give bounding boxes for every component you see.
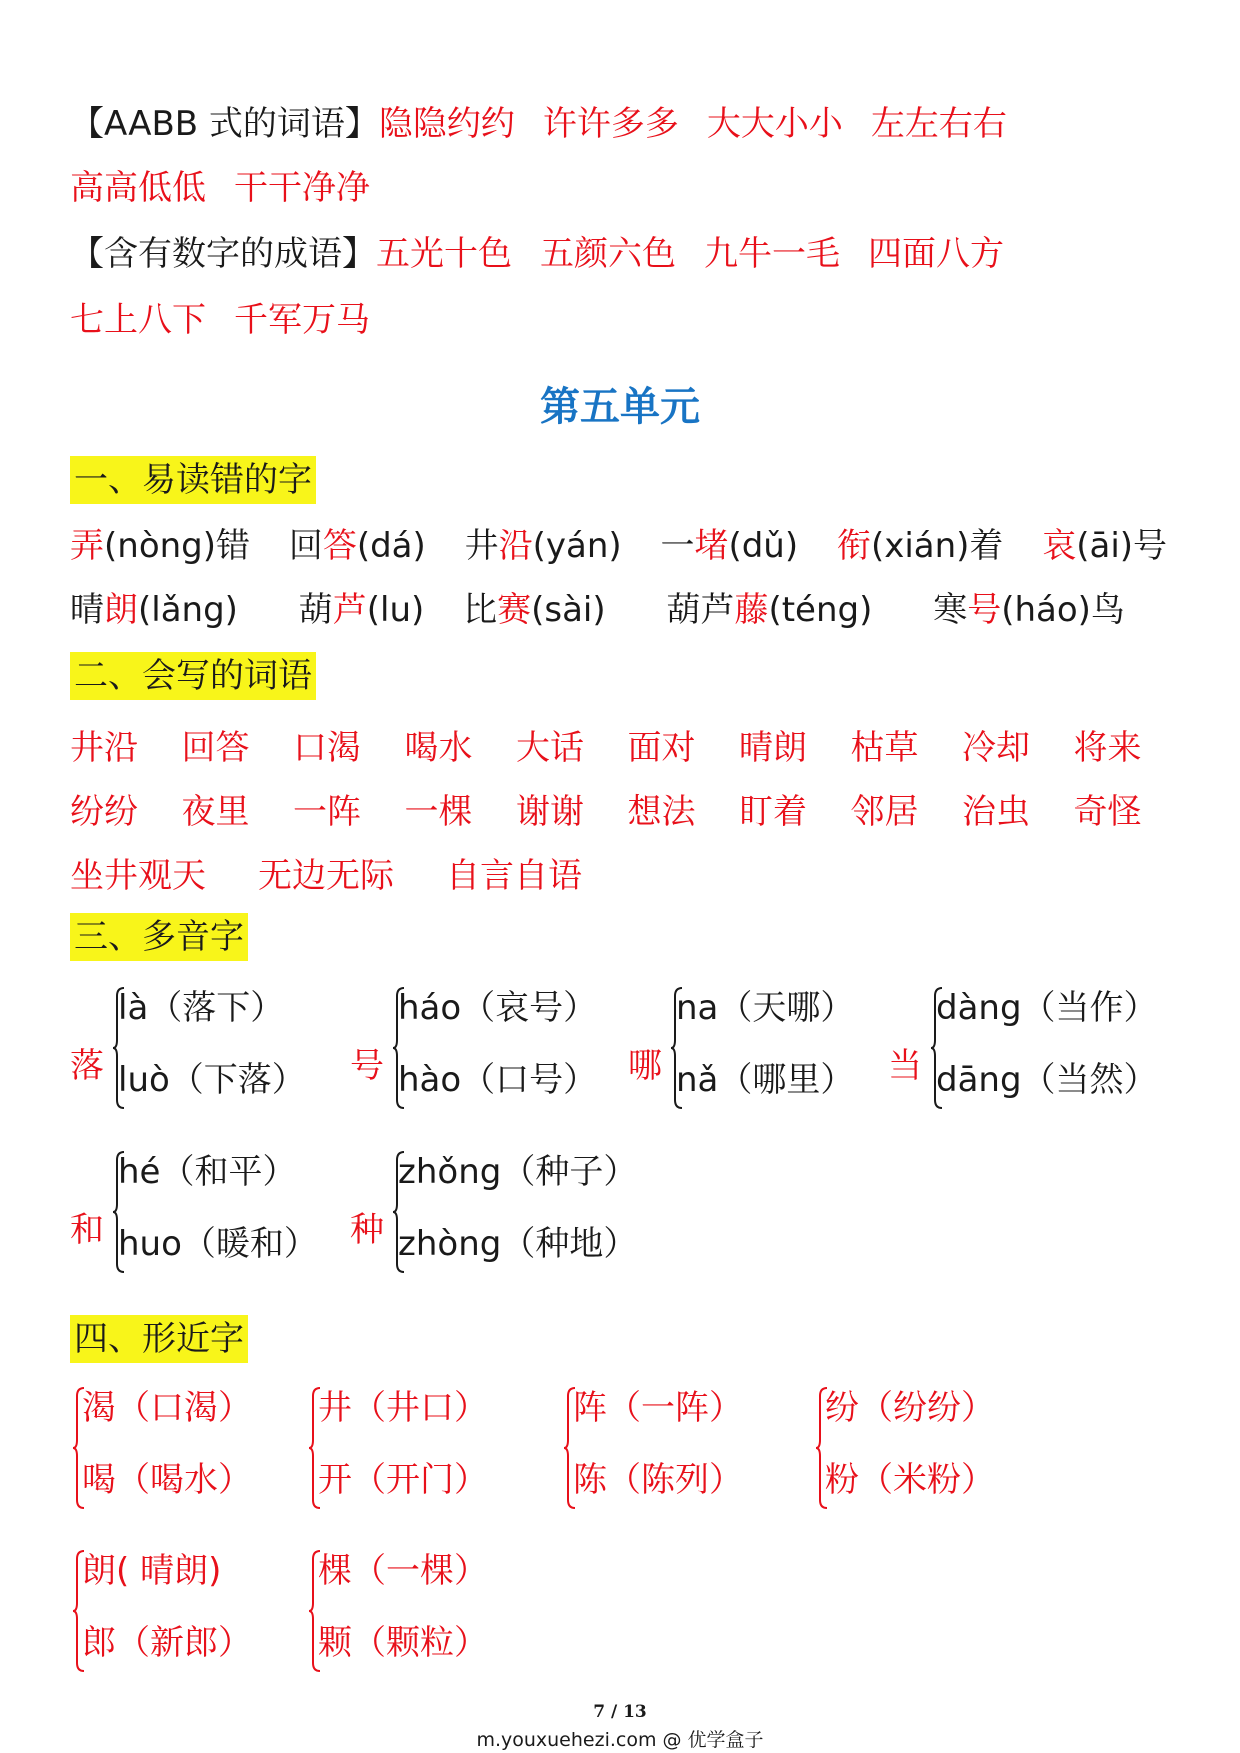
aabb-line-1 <box>70 102 1035 146</box>
aabb-word: 高高低低 <box>70 168 206 208</box>
polyphone-reading: dāng（当然） <box>936 1060 1158 1100</box>
aabb-label: 【AABB 式的词语】 <box>70 104 379 144</box>
write-word: 晴朗 <box>739 728 807 768</box>
similar-item: 朗( 晴朗) <box>82 1551 222 1591</box>
page-number: 7 / 13 <box>593 1702 647 1722</box>
number-label: 【含有数字的成语】 <box>70 234 376 274</box>
misread-item: 井沿(yán) <box>464 526 622 566</box>
similar-item: 开（开门） <box>318 1460 488 1500</box>
write-word: 枯草 <box>850 728 919 768</box>
aabb-word: 许许多多 <box>542 104 679 144</box>
write-word: 井沿 <box>70 728 138 768</box>
number-word: 四面八方 <box>868 234 1004 274</box>
polyphone-reading: huo（暖和） <box>118 1224 318 1264</box>
write-word: 想法 <box>627 792 696 832</box>
write-word: 口渴 <box>293 728 361 768</box>
similar-item: 陈（陈列） <box>573 1460 743 1500</box>
number-word: 五颜六色 <box>540 234 676 274</box>
misread-item: 回答(dá) <box>288 526 426 566</box>
write-word: 一棵 <box>404 792 473 832</box>
section-heading-write: 二、会写的词语 <box>70 654 316 698</box>
write-word: 坐井观天 <box>70 856 206 896</box>
number-line-1 <box>70 232 1032 276</box>
misread-row-1 <box>70 524 1167 568</box>
similar-item: 阵（一阵） <box>573 1388 743 1428</box>
polyphone-reading: zhòng（种地） <box>398 1224 638 1264</box>
misread-item: 哀(āi)号 <box>1042 526 1168 566</box>
misread-item: 一堵(dǔ) <box>660 526 799 566</box>
write-word: 盯着 <box>739 792 807 832</box>
misread-row-2 <box>70 588 1125 632</box>
number-line-2 <box>70 298 398 342</box>
site-footer: m.youxuehezi.com @ 优学盒子 <box>476 1729 764 1751</box>
similar-item: 粉（米粉） <box>825 1460 995 1500</box>
write-word: 谢谢 <box>516 792 584 832</box>
write-word: 自言自语 <box>446 856 582 896</box>
aabb-word: 左左右右 <box>870 104 1007 144</box>
polyphone-char: 和 <box>70 1210 104 1250</box>
polyphone-reading: na（天哪） <box>676 988 855 1028</box>
aabb-word: 隐隐约约 <box>378 104 515 144</box>
section-heading-similar: 四、形近字 <box>70 1317 248 1361</box>
similar-item: 棵（一棵） <box>318 1551 488 1591</box>
write-word: 面对 <box>627 728 696 768</box>
write-word: 纷纷 <box>70 792 138 832</box>
misread-item: 葫芦(lu) <box>298 590 425 630</box>
write-word: 邻居 <box>850 792 919 832</box>
write-word: 喝水 <box>404 728 473 768</box>
misread-item: 比赛(sài) <box>463 590 606 630</box>
misread-item: 弄(nòng)错 <box>70 526 251 566</box>
similar-item: 井（井口） <box>318 1388 488 1428</box>
number-word: 千军万马 <box>234 300 370 340</box>
aabb-word: 大大小小 <box>706 104 843 144</box>
unit-title: 第五单元 <box>540 384 700 430</box>
polyphone-char: 落 <box>70 1046 104 1086</box>
write-word: 冷却 <box>962 728 1030 768</box>
misread-item: 衔(xián)着 <box>836 526 1004 566</box>
write-word: 夜里 <box>181 792 250 832</box>
polyphone-reading: hào（口号） <box>398 1060 598 1100</box>
write-word: 大话 <box>516 728 584 768</box>
similar-item: 颗（颗粒） <box>318 1623 488 1663</box>
polyphone-reading: luò（下落） <box>118 1060 306 1100</box>
polyphone-reading: háo（哀号） <box>398 988 598 1028</box>
polyphone-char: 号 <box>350 1046 384 1086</box>
polyphone-reading: hé（和平） <box>118 1152 297 1192</box>
similar-item: 渴（口渴） <box>82 1388 252 1428</box>
similar-item: 郎（新郎） <box>82 1623 252 1663</box>
similar-item: 喝（喝水） <box>82 1460 252 1500</box>
write-word: 回答 <box>181 728 250 768</box>
number-word: 七上八下 <box>70 300 206 340</box>
write-word: 治虫 <box>962 792 1030 832</box>
polyphone-reading: là（落下） <box>118 988 285 1028</box>
write-word: 一阵 <box>293 792 361 832</box>
misread-item: 晴朗(lǎng) <box>70 590 238 630</box>
section-heading-misread: 一、易读错的字 <box>70 458 316 502</box>
write-word: 无边无际 <box>258 856 394 896</box>
misread-item: 葫芦藤(téng) <box>666 590 873 630</box>
polyphone-char: 种 <box>350 1210 384 1250</box>
write-word: 将来 <box>1073 728 1142 768</box>
aabb-word: 干干净净 <box>234 168 370 208</box>
write-word: 奇怪 <box>1073 792 1142 832</box>
number-word: 九牛一毛 <box>704 234 840 274</box>
polyphone-reading: dàng（当作） <box>936 988 1158 1028</box>
section-heading-polyphone: 三、多音字 <box>70 915 248 959</box>
polyphone-reading: zhǒng（种子） <box>398 1152 638 1192</box>
misread-item: 寒号(háo)鸟 <box>933 590 1125 630</box>
aabb-line-2 <box>70 166 398 210</box>
polyphone-reading: nǎ（哪里） <box>676 1060 855 1100</box>
polyphone-char: 当 <box>888 1046 922 1086</box>
number-word: 五光十色 <box>376 234 512 274</box>
similar-item: 纷（纷纷） <box>825 1388 995 1428</box>
polyphone-char: 哪 <box>628 1046 662 1086</box>
